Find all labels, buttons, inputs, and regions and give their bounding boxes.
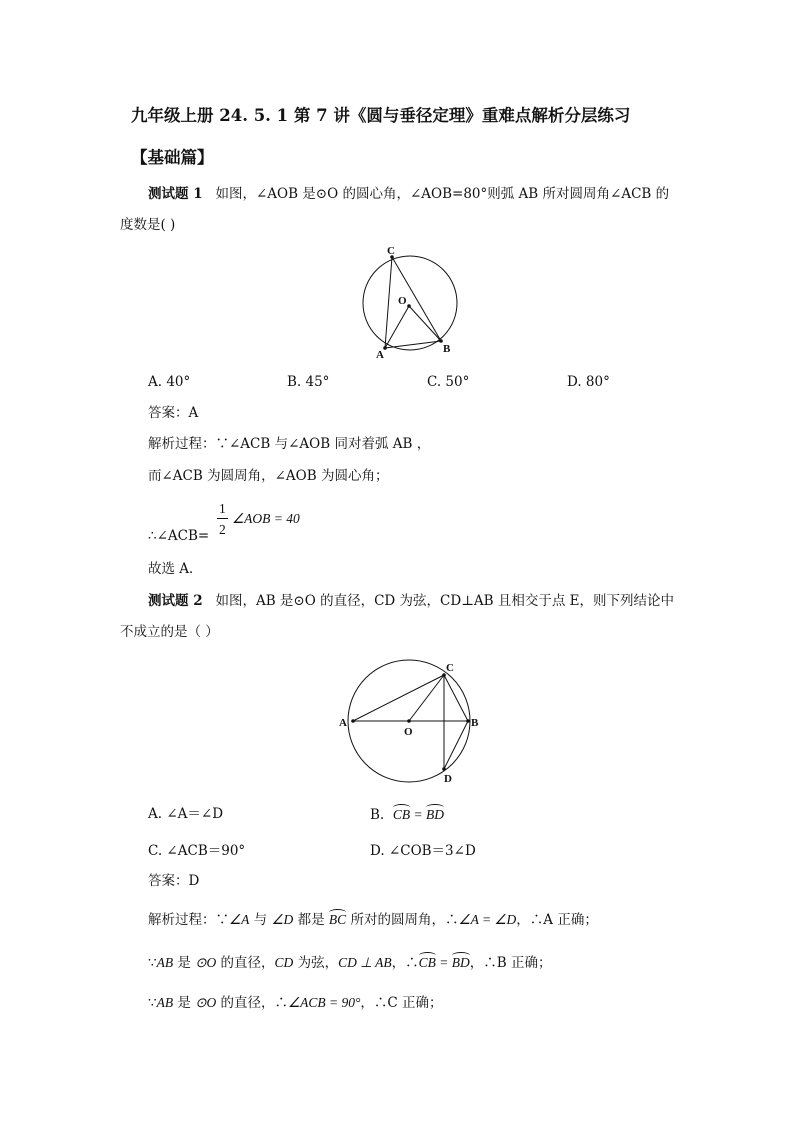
q1-fraction-numerator: 1 [219, 501, 226, 516]
q2-point-o: O [404, 726, 413, 738]
q2-option-b-arc-cb: CB [392, 807, 411, 822]
q1-solution-line3-expr: ∠AOB = 40 [232, 511, 300, 526]
q1-option-c: C. 50° [427, 374, 470, 390]
q2-sol1-text-e: 都是 [293, 912, 329, 928]
q2-sol3-ab: AB [156, 995, 174, 1010]
q2-sol2-text-a: ∵ [148, 955, 157, 971]
q2-sol1-equation: ∠A = ∠D [458, 912, 517, 927]
q2-sol1-angle-d: ∠D [271, 912, 294, 927]
q1-option-a: A. 40° [148, 374, 191, 390]
q2-sol2-text-c: 是 [173, 955, 196, 971]
q2-sol2-ab: AB [156, 955, 174, 970]
q1-solution-line1: 解析过程：∵∠ACB 与∠AOB 同对着弧 AB ， [148, 436, 431, 452]
q2-sol1-arc-bc: BC [328, 912, 347, 927]
q2-solution-line2 [148, 956, 551, 971]
q2-stem-line1 [148, 595, 674, 609]
page-title: 九年级上册 24. 5. 1 第 7 讲《圆与垂径定理》重难点解析分层练习 [131, 106, 631, 125]
q1-fraction-bar [217, 518, 228, 519]
q2-stem-text: 如图，AB 是⊙O 的直径，CD 为弦，CD⊥AB 且相交于点 E，则下列结论中 [215, 593, 675, 609]
q2-sol2-perp: CD ⊥ AB [338, 955, 392, 970]
q2-solution-line3 [148, 996, 443, 1011]
q2-sol3-text-a: ∵ [148, 995, 157, 1011]
q2-option-b [370, 808, 444, 823]
q2-sol1-text-h: ，∴A 正确； [516, 912, 598, 928]
q2-option-c: C. ∠ACB＝90° [148, 843, 246, 859]
q2-answer: 答案：D [148, 873, 200, 889]
q2-sol2-circle: ⊙O [195, 955, 217, 970]
q2-figure [335, 658, 495, 788]
q2-solution-line1 [148, 913, 598, 928]
q2-sol3-equation: ∠ACB = 90° [288, 995, 361, 1010]
q2-sol1-text-a: 解析过程：∵ [148, 912, 229, 928]
q2-sol2-text-e: 的直径， [216, 955, 275, 971]
section-heading: 【基础篇】 [131, 148, 214, 167]
q1-fraction-denominator: 2 [219, 522, 226, 537]
q2-option-d: D. ∠COB＝3∠D [370, 843, 476, 859]
q2-point-a: A [339, 717, 347, 729]
q1-point-b: B [443, 343, 451, 355]
q1-answer: 答案：A [148, 405, 199, 421]
q1-point-c: C [387, 245, 395, 257]
q2-option-b-equals: = [410, 807, 426, 822]
q2-point-c: C [446, 662, 454, 674]
q1-option-b: B. 45° [287, 374, 330, 390]
q1-figure [355, 245, 485, 365]
q2-sol2-text-j: ，∴B 正确； [469, 955, 552, 971]
q2-sol2-text-g: 为弦， [293, 955, 339, 971]
q2-sol3-circle: ⊙O [195, 995, 217, 1010]
q2-sol2-arc-bd: BD [451, 955, 470, 970]
q2-point-d: D [444, 773, 452, 785]
q1-stem-text: 如图，∠AOB 是⊙O 的圆心角，∠AOB=80°则弧 AB 所对圆周角∠ACB 的 [215, 186, 670, 202]
q2-option-a: A. ∠A＝∠D [148, 806, 224, 822]
q1-solution-line4: 故选 A． [148, 561, 203, 577]
q1-option-d: D. 80° [567, 374, 610, 390]
q1-point-o: O [398, 295, 407, 307]
q2-sol1-text-f: 所对的圆周角，∴ [346, 912, 459, 928]
q2-label: 测试题 2 [148, 593, 203, 609]
q2-sol3-text-g: ，∴C 正确； [360, 995, 443, 1011]
q1-stem-line2: 度数是( ) [120, 217, 176, 233]
q1-solution-line2: 而∠ACB 为圆周角，∠AOB 为圆心角； [148, 468, 389, 484]
q2-sol3-text-c: 是 [173, 995, 196, 1011]
q2-stem-line2: 不成立的是（ ） [120, 624, 219, 640]
q2-sol1-text-c: 与 [249, 912, 272, 928]
q2-option-b-arc-bd: BD [425, 807, 444, 822]
q2-point-b: B [471, 717, 479, 729]
q1-solution-line3-prefix: ∴∠ACB= [148, 528, 210, 544]
q2-sol2-cd: CD [274, 955, 294, 970]
q2-sol2-arc-cb: CB [418, 955, 436, 970]
q2-sol2-text-i: ，∴ [391, 955, 419, 971]
q1-point-a: A [376, 349, 384, 361]
q2-sol1-angle-a: ∠A [229, 912, 250, 927]
q1-stem-line1 [148, 188, 669, 202]
q2-option-b-label: B. [370, 807, 385, 823]
q2-sol2-equals: = [435, 955, 452, 970]
q1-label: 测试题 1 [148, 186, 203, 202]
q2-sol3-text-e: 的直径，∴ [216, 995, 289, 1011]
